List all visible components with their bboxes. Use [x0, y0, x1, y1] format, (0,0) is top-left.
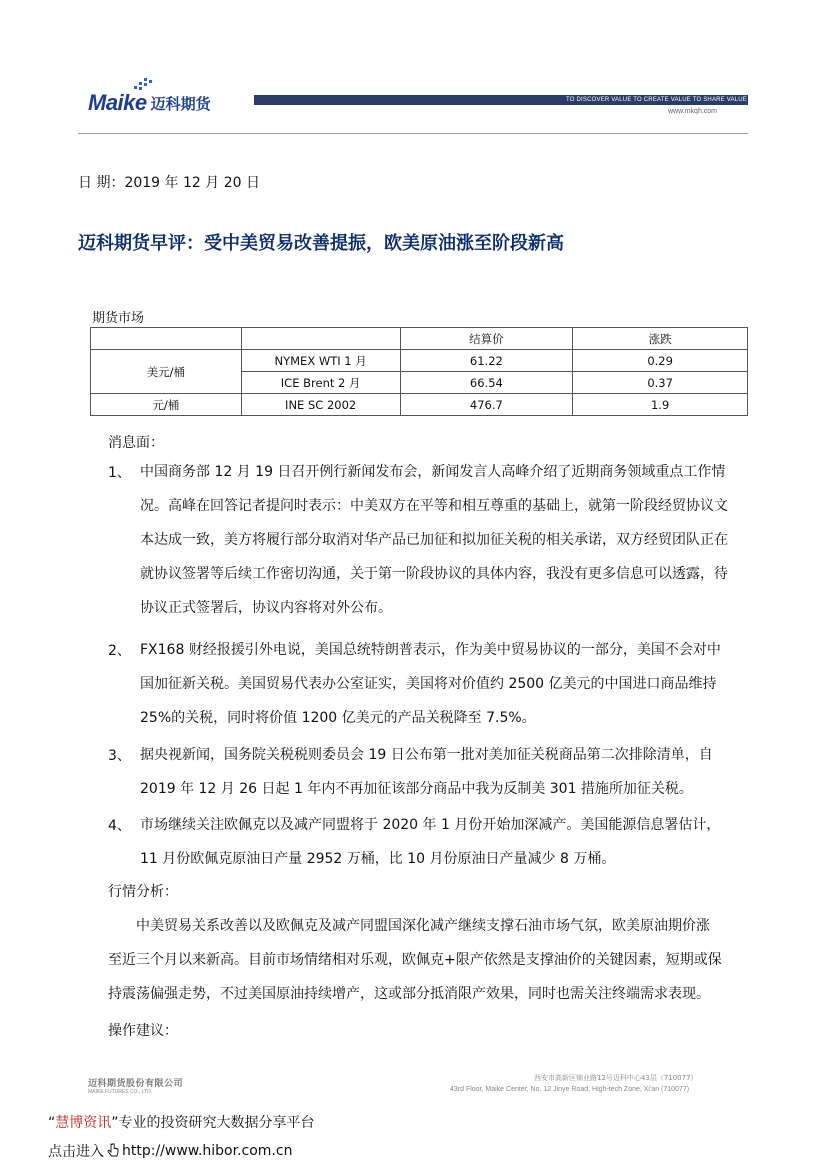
unit-cell: 元/桶 — [91, 394, 242, 416]
price-cell: 66.54 — [400, 372, 573, 394]
text-line: 国加征新关税。美国贸易代表办公室证实，美国将对价值约 2500 亿美元的中国进口商品维持 — [140, 676, 717, 692]
text-line: 本达成一致，美方将履行部分取消对华产品已加征和拟加征关税的相关承诺，双方经贸团队正在 — [140, 532, 728, 548]
table-header: 涨跌 — [573, 328, 748, 350]
footer-address-en: 43rd Floor, Maike Center, No. 12 Jinye Road, High-tech Zone, Xi'an (710077) — [450, 1086, 690, 1093]
advice-heading: 操作建议： — [108, 1023, 178, 1039]
text-line: 2019 年 12 月 26 日起 1 年内不再加征该部分商品中我为反制美 301 措施所加征关税。 — [140, 781, 693, 797]
unit-cell: 美元/桶 — [91, 350, 242, 394]
quote-open: “ — [48, 1115, 56, 1131]
footer-company-cn: 迈科期货股份有限公司 — [88, 1079, 184, 1089]
change-cell: 1.9 — [573, 394, 748, 416]
table-cell — [91, 328, 242, 350]
text-line: 至近三个月以来新高。目前市场情绪相对乐观，欧佩克+限产依然是支撑油价的关键因素，短期或保 — [108, 952, 722, 968]
news-item-4 — [140, 808, 720, 876]
header-divider — [78, 133, 748, 134]
text-line: 协议正式签署后，协议内容将对外公布。 — [140, 600, 392, 616]
report-date: 日 期：2019 年 12 月 20 日 — [78, 175, 260, 191]
table-row — [91, 350, 748, 372]
price-cell: 61.22 — [400, 350, 573, 372]
contract-cell: NYMEX WTI 1 月 — [241, 350, 400, 372]
analysis-paragraph — [108, 909, 722, 1011]
news-item-number: 1、 — [108, 465, 131, 481]
header-slogan: TO DISCOVER VALUE TO CREATE VALUE TO SHARE VALUE — [566, 97, 747, 103]
news-item-1 — [140, 455, 728, 625]
news-item-number: 4、 — [108, 818, 131, 834]
logo-dots-icon — [134, 78, 156, 92]
price-cell: 476.7 — [400, 394, 573, 416]
futures-table — [90, 327, 748, 416]
header-website: www.mkqh.com — [668, 108, 718, 115]
table-row — [91, 394, 748, 416]
text-line: 11 月份欧佩克原油日产量 2952 万桶，比 10 月份原油日产量减少 8 万桶。 — [140, 851, 616, 867]
hand-cursor-icon — [106, 1143, 120, 1159]
logo-english: Maike — [88, 90, 147, 115]
promo-tagline: 专业的投资研究大数据分享平台 — [118, 1115, 315, 1131]
contract-cell: INE SC 2002 — [241, 394, 400, 416]
promo-url[interactable]: http://www.hibor.com.cn — [122, 1143, 293, 1159]
footer-address-cn: 西安市高新区锦业路12号迈科中心43层（710077） — [534, 1074, 698, 1082]
text-line: 据央视新闻，国务院关税税则委员会 19 日公布第一批对美加征关税商品第二次排除清单，自 — [140, 747, 713, 763]
news-item-2 — [140, 633, 721, 735]
text-line: 持震荡偏强走势，不过美国原油持续增产，这或部分抵消限产效果，同时也需关注终端需求表现。 — [108, 986, 710, 1002]
news-heading: 消息面： — [108, 435, 164, 451]
text-line: 市场继续关注欧佩克以及减产同盟将于 2020 年 1 月份开始加深减产。美国能源信息署估计， — [140, 817, 721, 833]
change-cell: 0.37 — [573, 372, 748, 394]
analysis-heading: 行情分析： — [108, 884, 178, 900]
news-item-3 — [140, 738, 713, 806]
promo-brand: 慧博资讯 — [55, 1115, 112, 1131]
logo-chinese: 迈科期货 — [150, 95, 211, 113]
text-line: 中美贸易关系改善以及欧佩克及减产同盟国深化减产继续支撑石油市场气氛，欧美原油期价涨 — [136, 918, 710, 934]
futures-caption: 期货市场 — [92, 311, 145, 326]
text-line: 况。高峰在回答记者提问时表示：中美双方在平等和相互尊重的基础上，就第一阶段经贸协议文 — [140, 498, 728, 514]
company-logo — [88, 84, 211, 114]
text-line: FX168 财经报援引外电说，美国总统特朗普表示，作为美中贸易协议的一部分，美国不会对中 — [140, 642, 721, 658]
promo-slogan — [48, 1112, 315, 1132]
text-line: 就协议签署等后续工作密切沟通，关于第一阶段协议的具体内容，我没有更多信息可以透露，待 — [140, 566, 728, 582]
text-line: 中国商务部 12 月 19 日召开例行新闻发布会，新闻发言人高峰介绍了近期商务领域重点工作情 — [140, 464, 726, 480]
footer-company-en: MAIKE FUTURES CO., LTD. — [88, 1089, 153, 1095]
table-cell — [241, 328, 400, 350]
report-title: 迈科期货早评：受中美贸易改善提振，欧美原油涨至阶段新高 — [78, 233, 564, 254]
quote-close: ” — [111, 1115, 119, 1131]
news-item-number: 3、 — [108, 748, 131, 764]
enter-label: 点击进入 — [48, 1144, 104, 1160]
change-cell: 0.29 — [573, 350, 748, 372]
promo-link[interactable] — [48, 1141, 292, 1161]
text-line: 25%的关税，同时将价值 1200 亿美元的产品关税降至 7.5%。 — [140, 710, 536, 726]
table-header: 结算价 — [400, 328, 573, 350]
contract-cell: ICE Brent 2 月 — [241, 372, 400, 394]
news-item-number: 2、 — [108, 643, 131, 659]
table-header-row — [91, 328, 748, 350]
